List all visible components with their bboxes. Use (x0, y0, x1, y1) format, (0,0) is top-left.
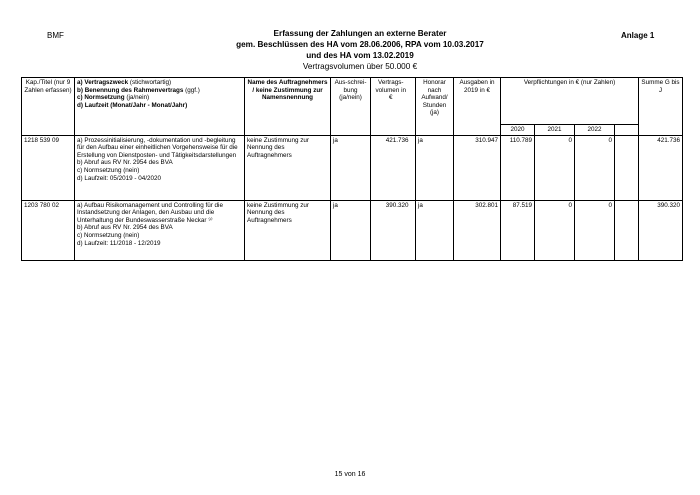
title-line-2: gem. Beschlüssen des HA vom 28.06.2006, RPA vom 10.03.2017 (236, 40, 484, 49)
cell-kap: 1203 780 02 (22, 200, 75, 260)
cell-summe: 390.320 (639, 200, 683, 260)
col-header-ausschreibung: Aus-schrei-bung (ja/nein) (331, 78, 371, 136)
cell-ausschreibung: ja (331, 135, 371, 200)
cell-volumen: 421.736 (371, 135, 411, 200)
title-line-1: Erfassung der Zahlungen an externe Berater (273, 29, 447, 38)
cell-honorar: ja (416, 135, 454, 200)
ministry-label: BMF (47, 31, 64, 40)
cell-2022: 0 (575, 135, 615, 200)
col-header-honorar: Honorar nach Aufwand/ Stunden (ja) (416, 78, 454, 136)
cell-2020: 87.519 (501, 200, 535, 260)
cell-ausschreibung: ja (331, 200, 371, 260)
attachment-label: Anlage 1 (621, 31, 655, 40)
col-header-zweck-a-note: (stichwortartig) (128, 79, 172, 86)
col-header-kap: Kap./Titel (nur 9 Zahlen erfassen) (22, 78, 75, 136)
col-header-zweck-d: d) Laufzeit (Monat/Jahr - Monat/Jahr) (77, 101, 188, 109)
col-header-zweck-b-note: (ggf.) (183, 86, 200, 94)
document-title (150, 28, 570, 72)
col-header-zweck-c: c) Normsetzung (77, 94, 125, 102)
table-row (22, 200, 683, 260)
cell-volumen: 390.320 (371, 200, 411, 260)
col-header-volumen: Vertrags-volumen in € (371, 78, 411, 136)
table-header-row (22, 78, 683, 125)
cell-2021: 0 (535, 200, 575, 260)
cell-empty (615, 135, 639, 200)
cell-kap: 1218 539 09 (22, 135, 75, 200)
col-header-verpflichtungen: Verpflichtungen in € (nur Zahlen) (501, 78, 639, 125)
table-row (22, 135, 683, 200)
cell-2020: 110.789 (501, 135, 535, 200)
col-header-zweck-b: b) Benennung des Rahmenvertrags (77, 86, 184, 94)
cell-ausgaben: 302.801 (454, 200, 501, 260)
cell-empty (615, 200, 639, 260)
col-header-ausgaben: Ausgaben in 2019 in € (454, 78, 501, 136)
cell-zweck: a) Prozessinitialisierung, -dokumentation und -begleitung für den Aufbau einer einheitlichen Vorgehensweise für die Erstellung von Dienstposten- und Tätigkeitsdarstellungen b) Abruf aus RV Nr. 2954 des BVA c) Normsetzung (nein) d) Laufzeit: 05/2019 - 04/2020 (75, 135, 245, 200)
page-number: 15 von 16 (334, 471, 366, 478)
col-header-year-2020: 2020 (501, 125, 535, 136)
col-header-zweck-a: a) Vertragszweck (77, 79, 129, 86)
col-header-zweck-c-note: (ja/nein) (124, 94, 150, 102)
cell-2021: 0 (535, 135, 575, 200)
cell-name: keine Zustimmung zur Nennung des Auftragnehmers (245, 200, 331, 260)
payments-table (21, 77, 683, 261)
cell-name: keine Zustimmung zur Nennung des Auftragnehmers (245, 135, 331, 200)
col-header-zweck (75, 78, 245, 136)
cell-summe: 421.736 (639, 135, 683, 200)
cell-ausgaben: 310.947 (454, 135, 501, 200)
title-subtitle: Vertragsvolumen über 50.000 € (302, 62, 418, 71)
cell-honorar: ja (416, 200, 454, 260)
col-header-year-2022: 2022 (575, 125, 615, 136)
cell-zweck: a) Aufbau Risikomanagement und Controlling für die Instandsetzung der Anlagen, den Ausbau und die Unterhaltung der Bundeswasserstraße Neckar ⁹⁾ b) Abruf aus RV Nr. 2954 des BVA c) Normsetzung (nein) d) Laufzeit: 11/2018 - 12/2019 (75, 200, 245, 260)
col-header-summe: Summe G bis J (639, 78, 683, 136)
cell-2022: 0 (575, 200, 615, 260)
col-header-name: Name des Auftragnehmers / keine Zustimmung zur Namensnennung (245, 78, 331, 136)
col-header-year-2021: 2021 (535, 125, 575, 136)
title-line-3: und des HA vom 13.02.2019 (306, 51, 414, 60)
col-header-year-empty (615, 125, 639, 136)
